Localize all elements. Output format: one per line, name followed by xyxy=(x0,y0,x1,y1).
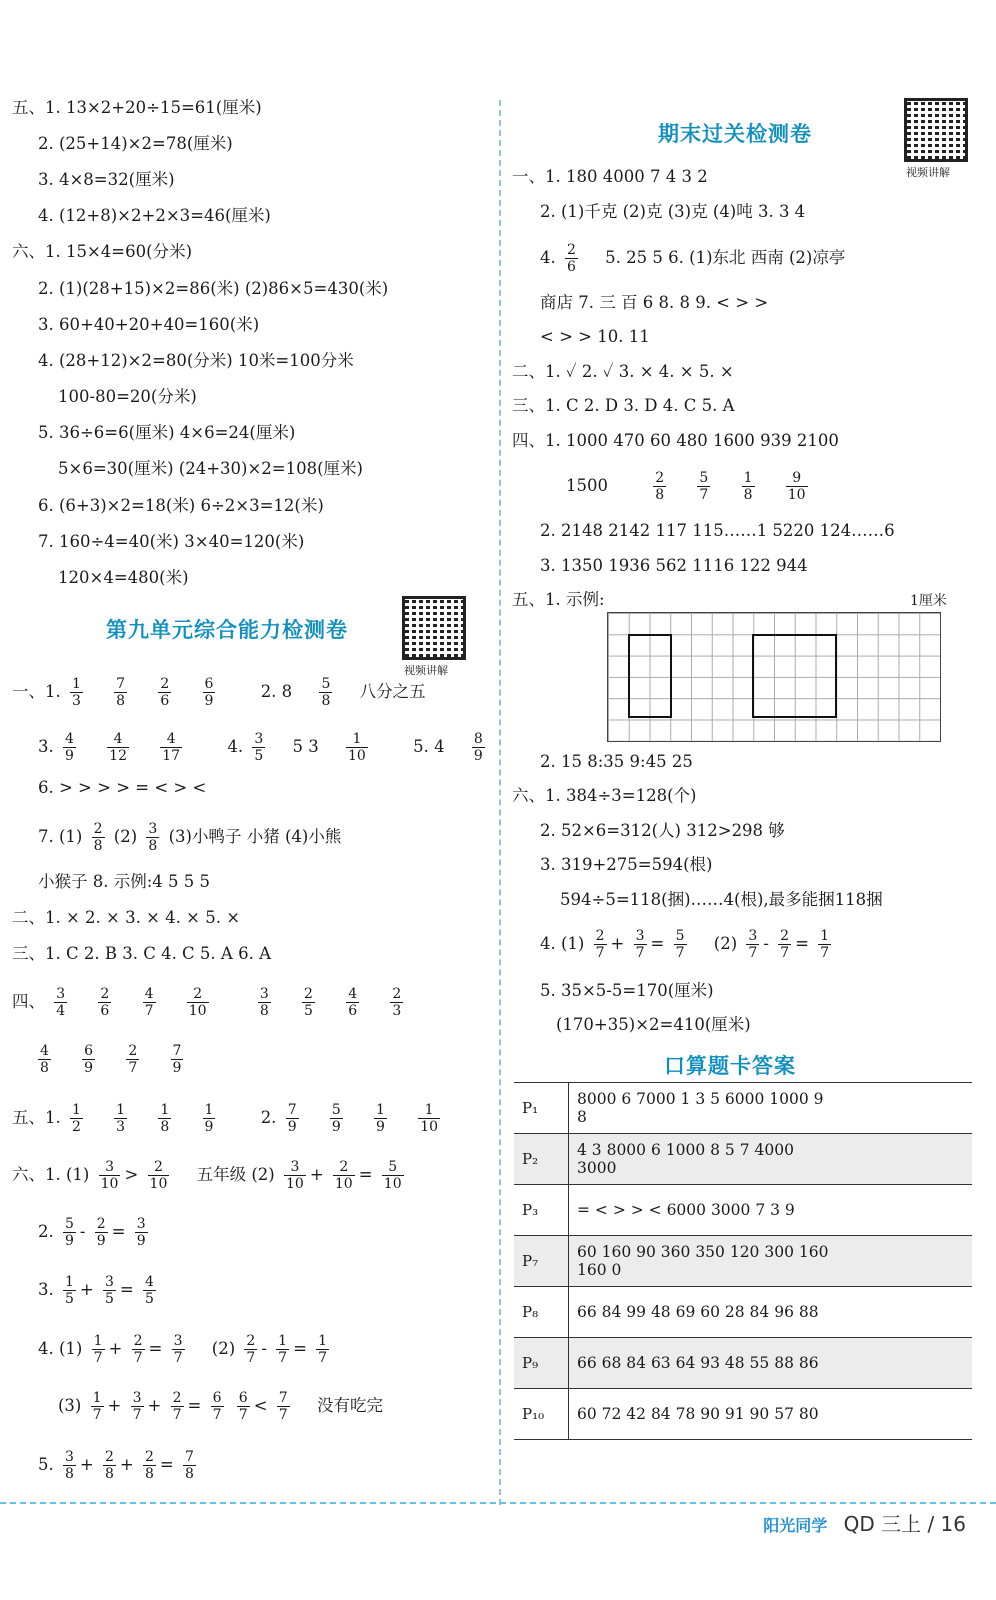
page-label: P₂ xyxy=(514,1134,569,1185)
final-exam-title: 期末过关检测卷 xyxy=(658,122,812,146)
answer-line: (170+35)×2=410(厘米) xyxy=(556,1015,751,1034)
answer-line: 2. 2148 2142 117 115……1 5220 124……6 xyxy=(540,521,895,540)
calc-row xyxy=(514,1389,972,1440)
page-label: P₁ xyxy=(514,1083,569,1134)
answer-line: 四、 $\frac{3}{4}$ $\frac{2}{6}$ $\frac{4}{7}$ $\frac{2}{10}$ $\frac{3}{8}$ $\frac{2}{5}$ $\frac{4}{6}$ $\frac{2}{3}$ xyxy=(12,986,402,1019)
fraction: $\frac{6}{9}$ xyxy=(204,676,214,709)
footer-divider xyxy=(0,1502,996,1504)
answer-line: 7. 160÷4=40(米) 3×40=120(米) xyxy=(38,532,305,551)
answer-line: 2. 15 8:35 9:45 25 xyxy=(540,752,693,771)
row-values: 66 84 99 48 69 60 28 84 96 88 xyxy=(569,1287,973,1338)
qr-code-icon[interactable] xyxy=(402,596,466,660)
footer xyxy=(763,1508,966,1537)
answer-line: 3. 60+40+20+40=160(米) xyxy=(38,315,260,334)
row-values: 60 160 90 360 350 120 300 160 160 0 xyxy=(569,1236,973,1287)
answer-line: 4. (28+12)×2=80(分米) 10米=100分米 xyxy=(38,351,354,370)
calc-row xyxy=(514,1236,972,1287)
answer-line: 7. (1) $\frac{2}{8}$ (2) $\frac{3}{8}$ (3)小鸭子 小猪 (4)小熊 xyxy=(38,821,342,854)
page-label: P₃ xyxy=(514,1185,569,1236)
answer-line: 594÷5=118(捆)……4(根),最多能捆118捆 xyxy=(560,890,883,909)
answer-line: 120×4=480(米) xyxy=(58,568,189,587)
answer-line: 4. (1) $\frac{1}{7}$ + $\frac{2}{7}$ = $\frac{3}{7}$ (2) $\frac{2}{7}$ - $\frac{1}{7}$ = $\frac{1}{7}$ xyxy=(38,1333,328,1366)
qr-caption: 视频讲解 xyxy=(906,166,950,179)
calc-row xyxy=(514,1185,972,1236)
calc-row xyxy=(514,1134,972,1185)
fraction: $\frac{7}{8}$ xyxy=(116,676,126,709)
qr-code-icon[interactable] xyxy=(904,98,968,162)
column-divider xyxy=(499,100,501,1505)
page-label: P₈ xyxy=(514,1287,569,1338)
page-label: P₇ xyxy=(514,1236,569,1287)
answer-line: 四、1. 1000 470 60 480 1600 939 2100 xyxy=(512,431,839,450)
answer-line: 五、1. 示例: xyxy=(512,590,605,609)
answer-grid xyxy=(607,612,941,742)
row-values: 60 72 42 84 78 90 91 90 57 80 xyxy=(569,1389,973,1440)
answer-line: 二、1. × 2. × 3. × 4. × 5. × xyxy=(12,908,241,927)
answer-line: 4. (1) $\frac{2}{7}$ + $\frac{3}{7}$ = $\frac{5}{7}$ (2) $\frac{3}{7}$ - $\frac{2}{7}$ = $\frac{1}{7}$ xyxy=(540,928,830,961)
answer-line: 3. 1350 1936 562 1116 122 944 xyxy=(540,556,808,575)
unit9-title: 第九单元综合能力检测卷 xyxy=(106,618,348,642)
fraction: $\frac{1}{3}$ xyxy=(72,676,81,709)
answer-line: 5. 36÷6=6(厘米) 4×6=24(厘米) xyxy=(38,423,296,442)
brand-logo: 阳光同学 xyxy=(763,1516,828,1535)
page-label: P₁₀ xyxy=(514,1389,569,1440)
row-values: = < > > < 6000 3000 7 3 9 xyxy=(569,1185,973,1236)
row-values: 4 3 8000 6 1000 8 5 7 4000 3000 xyxy=(569,1134,973,1185)
answer-line: 一、1. $\frac{1}{3}$ $\frac{7}{8}$ $\frac{2}{6}$ $\frac{6}{9}$ 2. 8 $\frac{5}{8}$ 八分之五 xyxy=(12,676,426,709)
answer-line: 4. (12+8)×2+2×3=46(厘米) xyxy=(38,206,271,225)
fraction: $\frac{2}{6}$ xyxy=(160,676,170,709)
answer-line: 3. 319+275=594(根) xyxy=(540,855,713,874)
answer-line: 商店 7. 三 百 6 8. 8 9. < > > xyxy=(540,293,769,312)
qr-caption: 视频讲解 xyxy=(404,664,448,677)
answer-line: 100-80=20(分米) xyxy=(58,387,197,406)
page-code: QD 三上 / 16 xyxy=(843,1512,966,1536)
answer-line: 3. 4×8=32(厘米) xyxy=(38,170,175,189)
answer-line: 2. (1)(28+15)×2=86(米) (2)86×5=430(米) xyxy=(38,279,389,298)
fraction: $\frac{5}{8}$ xyxy=(321,676,331,709)
calc-card-title: 口算题卡答案 xyxy=(664,1054,796,1078)
calc-row xyxy=(514,1287,972,1338)
answer-line: (3) $\frac{1}{7}$ + $\frac{3}{7}$ + $\frac{2}{7}$ = $\frac{6}{7}$ $\frac{6}{7}$ < $\frac{7}{7}$ 没有吃完 xyxy=(58,1390,383,1423)
answer-line: 二、1. ✓ 2. ✓ 3. × 4. × 5. × xyxy=(512,362,734,381)
answer-line: 六、1. 384÷3=128(个) xyxy=(512,786,697,805)
answer-line: 五、1. 13×2+20÷15=61(厘米) xyxy=(12,98,262,117)
calc-row xyxy=(514,1338,972,1389)
answer-line: 六、1. 15×4=60(分米) xyxy=(12,242,193,261)
answer-line: 六、1. (1) $\frac{3}{10}$ > $\frac{2}{10}$ 五年级 (2) $\frac{3}{10}$ + $\frac{2}{10}$ = $\frac{5}{10}$ xyxy=(12,1159,402,1192)
answer-line: 4. $\frac{2}{6}$ 5. 25 5 6. (1)东北 西南 (2)凉亭 xyxy=(540,242,846,275)
answer-line: < > > 10. 11 xyxy=(540,327,650,346)
answer-line: 2. $\frac{5}{9}$ - $\frac{2}{9}$ = $\frac{3}{9}$ xyxy=(38,1216,146,1249)
row-values: 66 68 84 63 64 93 48 55 88 86 xyxy=(569,1338,973,1389)
answer-line: 2. (1)千克 (2)克 (3)克 (4)吨 3. 3 4 xyxy=(540,202,806,221)
answer-line: 五、1. $\frac{1}{2}$ $\frac{1}{3}$ $\frac{1}{8}$ $\frac{1}{9}$ 2. $\frac{7}{9}$ $\frac{5}{9}$ $\frac{1}{9}$ $\frac{1}{10}$ xyxy=(12,1102,439,1135)
answer-line: 3. $\frac{4}{9}$ $\frac{4}{12}$ $\frac{4}{17}$ 4. $\frac{3}{5}$ 5 3 $\frac{1}{10}$ 5. 4 $\frac{8}{9}$ xyxy=(38,731,483,764)
grid-scale-label: 1厘米 xyxy=(910,593,947,609)
answer-line: 小猴子 8. 示例:4 5 5 5 xyxy=(38,872,211,891)
square-answer xyxy=(752,634,837,718)
row-values: 8000 6 7000 1 3 5 6000 1000 9 8 xyxy=(569,1083,973,1134)
answer-line: 5. 35×5-5=170(厘米) xyxy=(540,981,714,1000)
answer-line: 3. $\frac{1}{5}$ + $\frac{3}{5}$ = $\frac{4}{5}$ xyxy=(38,1274,154,1307)
answer-line: 一、1. 180 4000 7 4 3 2 xyxy=(512,167,708,186)
answer-line: 6. > > > > = < > < xyxy=(38,778,207,797)
answer-line: 6. (6+3)×2=18(米) 6÷2×3=12(米) xyxy=(38,496,324,515)
rectangle-answer xyxy=(628,634,672,718)
answer-line: 三、1. C 2. B 3. C 4. C 5. A 6. A xyxy=(12,944,271,963)
answer-line: $\frac{4}{8}$ $\frac{6}{9}$ $\frac{2}{7}$ $\frac{7}{9}$ xyxy=(40,1043,182,1076)
answer-line: 2. 52×6=312(人) 312>298 够 xyxy=(540,821,785,840)
answer-line: 1500 $\frac{2}{8}$ $\frac{5}{7}$ $\frac{1}{8}$ $\frac{9}{10}$ xyxy=(566,470,806,503)
calc-answer-table xyxy=(514,1082,972,1440)
answer-line: 5×6=30(厘米) (24+30)×2=108(厘米) xyxy=(58,459,363,478)
calc-row xyxy=(514,1083,972,1134)
answer-line: 三、1. C 2. D 3. D 4. C 5. A xyxy=(512,396,735,415)
page-label: P₉ xyxy=(514,1338,569,1389)
answer-line: 5. $\frac{3}{8}$ + $\frac{2}{8}$ + $\frac{2}{8}$ = $\frac{7}{8}$ xyxy=(38,1449,194,1482)
answer-line: 2. (25+14)×2=78(厘米) xyxy=(38,134,233,153)
